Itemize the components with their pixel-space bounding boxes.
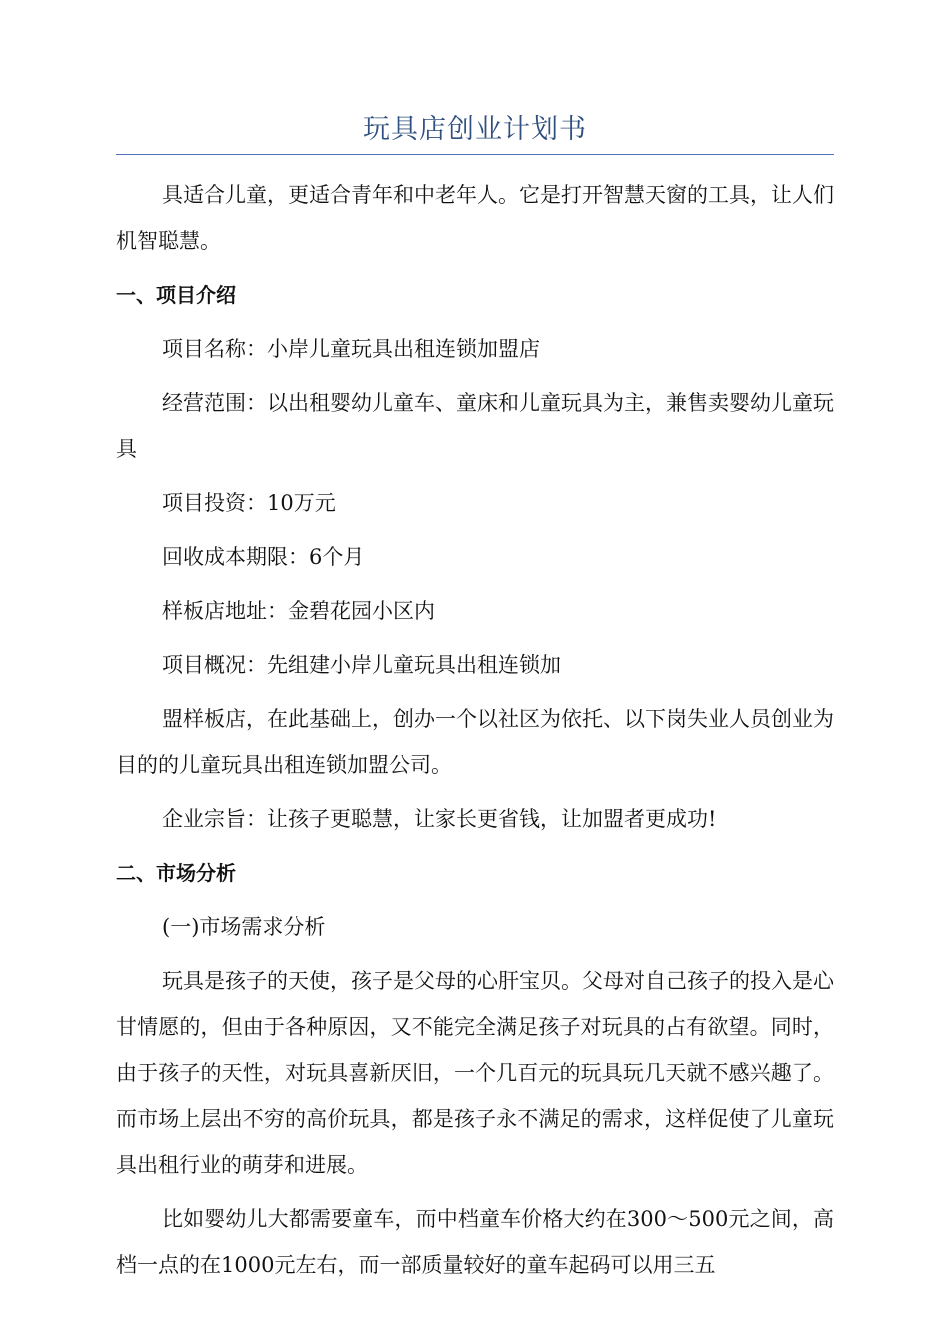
paragraph-store-address: 样板店地址：金碧花园小区内 xyxy=(162,599,435,623)
paragraph-payback-period: 回收成本期限：6个月 xyxy=(162,545,365,569)
paragraph-demand-subheading: (一)市场需求分析 xyxy=(162,915,326,939)
paragraph-demand-analysis: 玩具是孩子的天使，孩子是父母的心肝宝贝。父母对自己孩子的投入是心甘情愿的，但由于各种原因，又不能完全满足孩子对玩具的占有欲望。同时，由于孩子的天性，对玩具喜新厌旧，一个几百元的玩具玩几天就不感兴趣了。而市场上层出不穷的高价玩具，都是孩子永不满足的需求，这样促使了儿童玩具出租行业的萌芽和进展。 xyxy=(116,969,834,1177)
paragraph-investment: 项目投资：10万元 xyxy=(162,491,336,515)
paragraph-project-overview: 项目概况：先组建小岸儿童玩具出租连锁加 xyxy=(162,653,561,677)
paragraph-company-purpose: 企业宗旨：让孩子更聪慧，让家长更省钱，让加盟者更成功! xyxy=(162,807,717,831)
heading-market-analysis: 二、市场分析 xyxy=(116,861,236,885)
document-title: 玩具店创业计划书 xyxy=(363,114,587,145)
title-underline xyxy=(116,154,834,155)
paragraph-overview-continued: 盟样板店，在此基础上，创办一个以社区为依托、以下岗失业人员创业为目的的儿童玩具出租连锁加盟公司。 xyxy=(116,707,834,777)
paragraph-stroller-example: 比如婴幼儿大都需要童车，而中档童车价格大约在300～500元之间，高档一点的在1000元左右，而一部质量较好的童车起码可以用三五 xyxy=(116,1207,834,1277)
paragraph-project-name: 项目名称：小岸儿童玩具出租连锁加盟店 xyxy=(162,337,540,361)
paragraph-intro: 具适合儿童，更适合青年和中老年人。它是打开智慧天窗的工具，让人们机智聪慧。 xyxy=(116,183,834,253)
paragraph-business-scope: 经营范围：以出租婴幼儿童车、童床和儿童玩具为主，兼售卖婴幼儿童玩具 xyxy=(116,391,834,461)
document-body xyxy=(116,172,834,1296)
heading-project-intro: 一、项目介绍 xyxy=(116,283,236,307)
